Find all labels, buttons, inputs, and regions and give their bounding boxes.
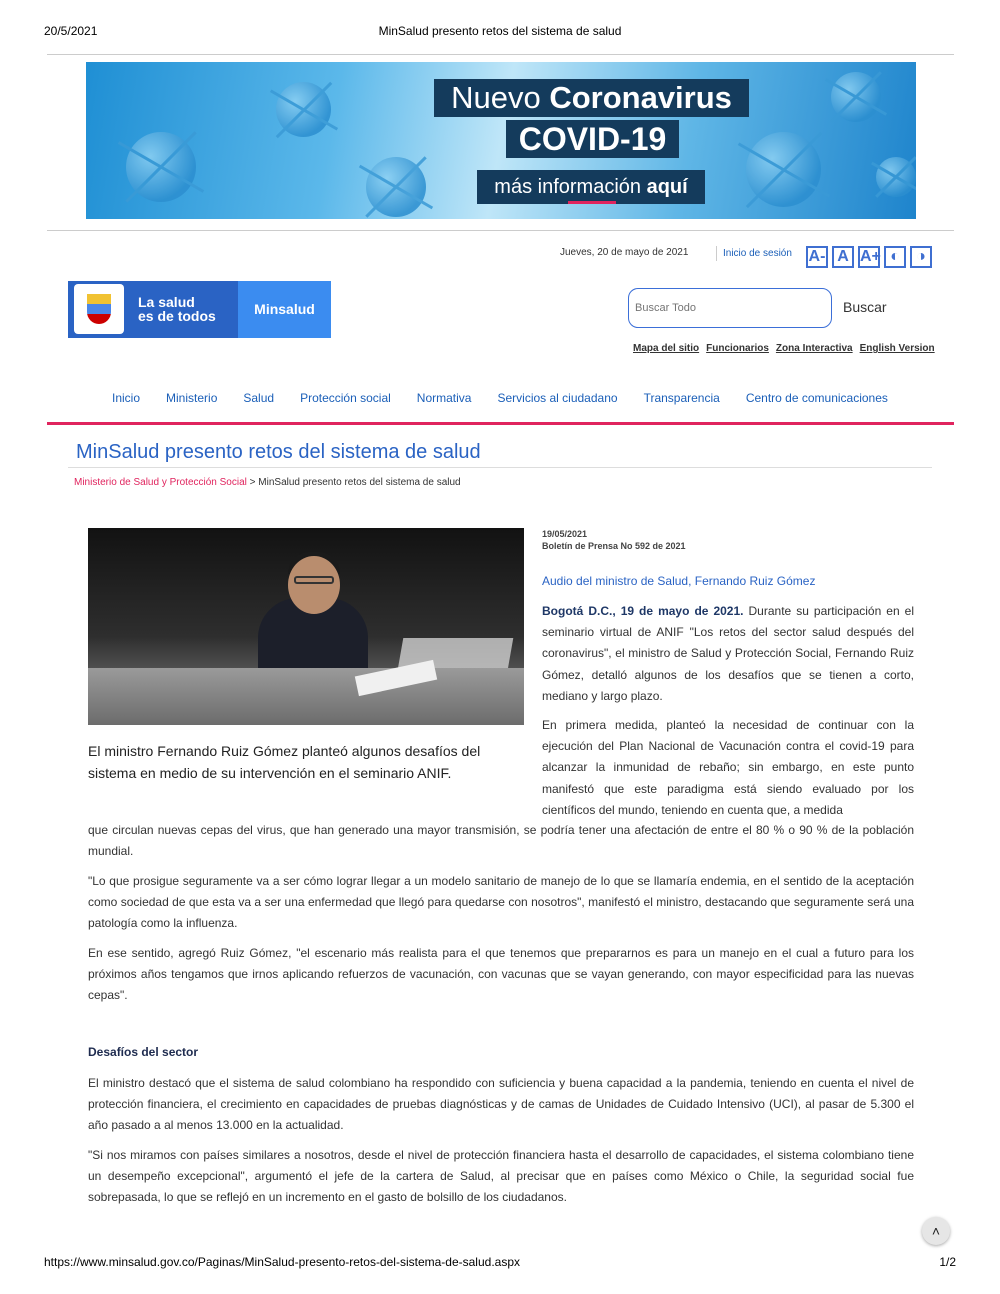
section-heading: Desafíos del sector (88, 1045, 199, 1059)
banner-accent (568, 201, 616, 204)
article-paragraph: Bogotá D.C., 19 de mayo de 2021. Durante su participación en el seminario virtual de ANIF "Los retos del sector salud después del coronavirus", el ministro de Salud y Protección Social, Fernando Ruiz Gómez, detalló algunos de los desafíos que se tienen a corto, mediano y largo plazo. (542, 604, 915, 703)
print-date: 20/5/2021 (44, 24, 98, 38)
article-paragraph: "Si nos miramos con países similares a nosotros, desde el nivel de protección financiera hasta el desarrollo de capacidades, el sistema colombiano tiene un desempeño excepcional", argumentó el jefe de la cartera de Salud, al precisar que en países como México o Chile, la seguridad social fue sobrepasada, lo que se reflejó en un incremento en el gasto de bolsillo de los ciudadanos. (88, 1148, 914, 1204)
print-header (44, 24, 956, 40)
chevron-up-icon: ˄ (931, 1223, 941, 1239)
virus-icon (746, 132, 821, 207)
login-link[interactable]: Inicio de sesión (723, 248, 792, 259)
logo-ministry: Minsalud (238, 281, 331, 338)
virus-icon (366, 157, 426, 217)
utility-links (633, 343, 935, 354)
page-number: 1/2 (939, 1255, 956, 1269)
normal-font-button[interactable]: A (832, 246, 854, 268)
contrast-dark-icon[interactable]: ◑ (910, 246, 932, 268)
main-nav (112, 391, 914, 405)
banner-covid-label: COVID-19 (506, 120, 679, 158)
banner-more-info: más información aquí (477, 170, 705, 204)
increase-font-button[interactable]: A+ (858, 246, 880, 268)
nav-item-transparencia[interactable]: Transparencia (643, 391, 720, 405)
logo-slogan: La salud es de todos (138, 294, 216, 324)
article-paragraph: En primera medida, planteó la necesidad de continuar con la ejecución del Plan Nacional de Vacunación contra el covid-19 para alcanzar la inmunidad de rebaño; sin embargo, en este punto manifestó que este paradigma está siendo evaluado por los científicos del mundo, teniendo en cuenta que, a medida (542, 718, 914, 817)
virus-icon (876, 157, 916, 197)
current-date: Jueves, 20 de mayo de 2021 (560, 247, 689, 258)
breadcrumb (74, 477, 461, 488)
search-input[interactable] (628, 288, 832, 328)
breadcrumb-home-link[interactable]: Ministerio de Salud y Protección Social (74, 477, 247, 488)
accessibility-controls (806, 246, 932, 268)
banner-headline: Nuevo Coronavirus (434, 79, 749, 117)
scroll-to-top-button[interactable] (922, 1217, 950, 1245)
article-paragraph: que circulan nuevas cepas del virus, que han generado una mayor transmisión, se podría tener una afectación de entre el 80 % o 90 % de la población mundial. (88, 823, 914, 858)
nav-item-comunicaciones[interactable]: Centro de comunicaciones (745, 391, 888, 405)
divider (47, 230, 954, 231)
page-title: MinSalud presento retos del sistema de salud (76, 441, 481, 463)
contrast-icon[interactable]: ◐ (884, 246, 906, 268)
covid-banner[interactable] (86, 62, 916, 219)
article-paragraph: El ministro destacó que el sistema de salud colombiano ha respondido con suficiencia y buena capacidad a la pandemia, teniendo en cuenta el nivel de protección financiera, el crecimiento en capacidades de pruebas diagnósticas y de camas de Unidades de Cuidado Intensivo (UCI), al pasar de 5.300 el año pasado a al menos 13.000 en la actualidad. (88, 1076, 914, 1132)
audio-link[interactable]: Audio del ministro de Salud, Fernando Ruiz Gómez (542, 574, 816, 588)
breadcrumb-current: MinSalud presento retos del sistema de salud (258, 477, 461, 488)
publication-date: 19/05/2021 (542, 529, 588, 539)
nav-underline (47, 422, 954, 425)
page-url: https://www.minsalud.gov.co/Paginas/MinSalud-presento-retos-del-sistema-de-salud.aspx (44, 1255, 520, 1269)
divider (68, 467, 932, 468)
photo-caption: El ministro Fernando Ruiz Gómez planteó algunos desafíos del sistema en medio de su intervención en el seminario ANIF. (88, 743, 481, 781)
nav-item-inicio[interactable]: Inicio (112, 391, 141, 405)
minsalud-logo[interactable] (68, 281, 331, 338)
bulletin-number: Boletín de Prensa No 592 de 2021 (542, 541, 686, 551)
virus-icon (126, 132, 196, 202)
coat-of-arms-icon (74, 284, 124, 334)
virus-icon (276, 82, 331, 137)
staff-link[interactable]: Funcionarios (706, 343, 769, 354)
virus-icon (831, 72, 881, 122)
logo-brand (68, 281, 238, 338)
nav-item-normativa[interactable]: Normativa (416, 391, 472, 405)
search-button[interactable]: Buscar (843, 299, 887, 315)
decrease-font-button[interactable]: A- (806, 246, 828, 268)
divider (47, 54, 954, 55)
nav-item-proteccion-social[interactable]: Protección social (300, 391, 391, 405)
nav-item-servicios[interactable]: Servicios al ciudadano (497, 391, 618, 405)
nav-item-salud[interactable]: Salud (243, 391, 275, 405)
article-paragraph: En ese sentido, agregó Ruiz Gómez, "el escenario más realista para el que tenemos que prepararnos es para un manejo en el cual a futuro para los próximos años tengamos que irnos aplicando refuerzos de vacunación, con vacunas que se vayan generando, con mayor especificidad para las nuevas cepas". (88, 946, 914, 1002)
breadcrumb-separator: > (246, 477, 259, 488)
minister-photo (88, 528, 524, 725)
article-paragraph: "Lo que prosigue seguramente va a ser cómo lograr llegar a un modelo sanitario de manejo de lo que se llamaría endemia, en el sentido de la aceptación como sociedad de que esta va a ser una enfermedad que llegó para quedarse con nosotros", manifestó el ministro, destacando que seguramente será una patología como la influenza. (88, 874, 914, 930)
english-version-link[interactable]: English Version (859, 343, 935, 354)
interactive-zone-link[interactable]: Zona Interactiva (775, 343, 853, 354)
print-title: MinSalud presento retos del sistema de salud (378, 24, 622, 38)
nav-item-ministerio[interactable]: Ministerio (166, 391, 218, 405)
sitemap-link[interactable]: Mapa del sitio (633, 343, 700, 354)
separator (716, 246, 717, 261)
